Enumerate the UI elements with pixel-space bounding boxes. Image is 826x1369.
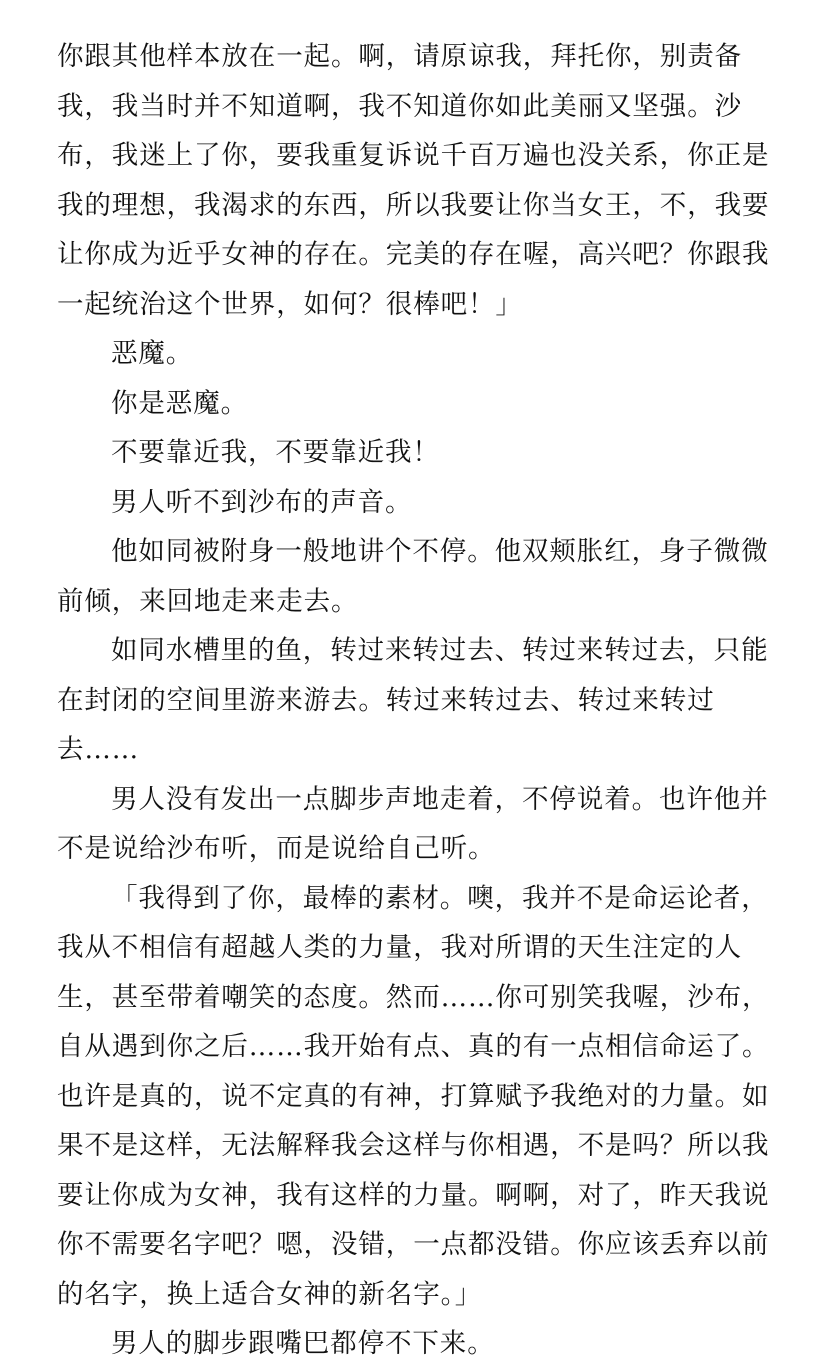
document-page bbox=[57, 32, 770, 1369]
text-line: 果不是这样，无法解释我会这样与你相遇，不是吗？所以我 bbox=[57, 1130, 770, 1161]
text-line: 生，甚至带着嘲笑的态度。然而……你可别笑我喔，沙布， bbox=[57, 981, 770, 1013]
text-line: 布，我迷上了你，要我重复诉说千百万遍也没关系，你正是 bbox=[57, 140, 770, 171]
text-line: 恶魔。 bbox=[111, 338, 194, 369]
text-line: 要让你成为女神，我有这样的力量。啊啊，对了，昨天我说 bbox=[57, 1179, 770, 1211]
text-line: 我从不相信有超越人类的力量，我对所谓的天生注定的人 bbox=[57, 932, 742, 963]
text-line: 也许是真的，说不定真的有神，打算赋予我绝对的力量。如 bbox=[57, 1080, 770, 1112]
text-line: 他如同被附身一般地讲个不停。他双颊胀红，身子微微 bbox=[111, 536, 769, 567]
text-line: 你是恶魔。 bbox=[111, 387, 248, 419]
text-line: 前倾，来回地走来走去。 bbox=[57, 585, 359, 617]
text-line: 一起统治这个世界，如何？很棒吧！」 bbox=[57, 288, 523, 320]
text-line: 男人没有发出一点脚步声地走着，不停说着。也许他并 bbox=[111, 783, 769, 815]
text-line: 在封闭的空间里游来游去。转过来转过去、转过来转过 bbox=[57, 684, 715, 716]
text-line: 我的理想，我渴求的东西，所以我要让你当女王，不，我要 bbox=[57, 189, 770, 221]
text-line: 男人听不到沙布的声音。 bbox=[111, 486, 413, 518]
text-line: 的名字，换上适合女神的新名字。」 bbox=[57, 1278, 483, 1310]
text-line: 让你成为近乎女神的存在。完美的存在喔，高兴吧？你跟我 bbox=[57, 239, 770, 270]
text-line: 我，我当时并不知道啊，我不知道你如此美丽又坚强。沙 bbox=[57, 90, 742, 122]
text-line: 自从遇到你之后……我开始有点、真的有一点相信命运了。 bbox=[57, 1031, 770, 1062]
text-line: 你不需要名字吧？嗯，没错，一点都没错。你应该丢弃以前 bbox=[57, 1229, 770, 1260]
text-line: 不要靠近我，不要靠近我！ bbox=[111, 437, 440, 468]
text-line: 「我得到了你，最棒的素材。噢，我并不是命运论者， bbox=[111, 882, 769, 914]
text-line: 去…… bbox=[57, 734, 140, 765]
text-line: 你跟其他样本放在一起。啊，请原谅我，拜托你，别责备 bbox=[57, 41, 742, 72]
text-line: 不是说给沙布听，而是说给自己听。 bbox=[57, 833, 496, 864]
text-line: 如同水槽里的鱼，转过来转过去、转过来转过去，只能 bbox=[111, 635, 769, 666]
text-line: 男人的脚步跟嘴巴都停不下来。 bbox=[111, 1328, 495, 1359]
